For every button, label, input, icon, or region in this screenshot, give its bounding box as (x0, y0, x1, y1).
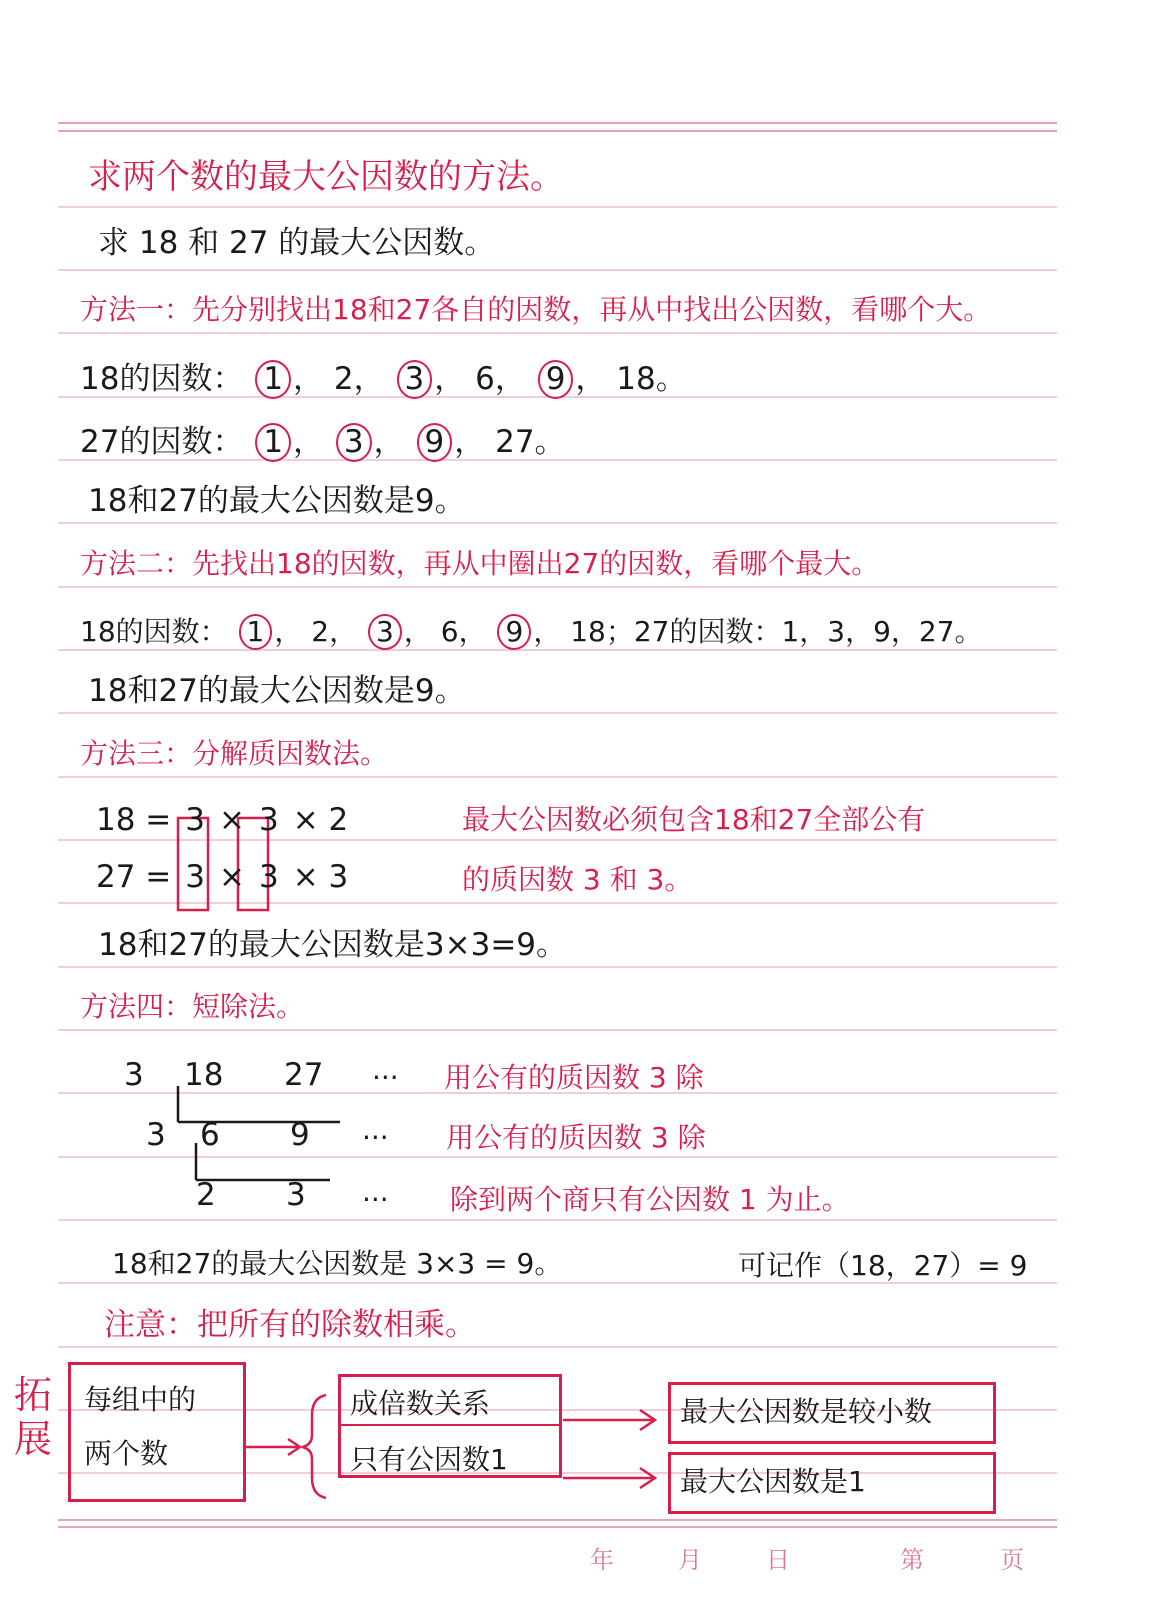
division-quotient: 2 (196, 1177, 216, 1213)
ellipsis: ··· (362, 1121, 389, 1154)
factor-label: 27的因数： (80, 424, 244, 460)
method3-eq-27 (96, 859, 349, 895)
footer-page-no: 第 (900, 1546, 924, 1574)
circled-factor: 1 (239, 614, 273, 650)
eq-left: 27 = (96, 859, 172, 895)
method3-heading: 方法三：分解质因数法。 (80, 737, 389, 770)
division-note-2: 用公有的质因数 3 除 (446, 1121, 706, 1154)
division-value: 27 (284, 1057, 324, 1093)
method1-factors-27: 27的因数： 1 ， 3 ， 9 ， 27。 (80, 424, 566, 460)
factor: 27 (495, 424, 535, 460)
method4-result: 18和27的最大公因数是 3×3 = 9。 (112, 1247, 563, 1280)
gcd-notation: 可记作（18，27）= 9 (738, 1249, 1028, 1282)
extension-result1: 最大公因数是较小数 (680, 1395, 933, 1428)
times-sign: × (219, 859, 245, 895)
attention-note: 注意：把所有的除数相乘。 (104, 1307, 476, 1343)
method1-factors-18: 18的因数： 1 ， 2， 3 ， 6， 9 ， 18。 (80, 361, 687, 397)
circled-factor: 9 (538, 360, 574, 399)
division-note-3: 除到两个商只有公因数 1 为止。 (450, 1183, 850, 1216)
extension-case1: 成倍数关系 (350, 1387, 491, 1420)
prime-factor: 3 (258, 859, 279, 895)
circled-factor: 3 (397, 360, 433, 399)
ellipsis: ··· (362, 1183, 389, 1216)
division-divisor-2: 3 (146, 1117, 166, 1153)
footer-year: 年 (590, 1546, 614, 1574)
footer-month: 月 (678, 1546, 702, 1574)
division-value: 18 (184, 1057, 224, 1093)
circled-factor: 1 (255, 423, 291, 462)
method1-heading: 方法一：先分别找出18和27各自的因数，再从中找出公因数，看哪个大。 (80, 293, 992, 326)
factor: 2 (333, 361, 354, 397)
circled-factor: 1 (255, 360, 291, 399)
extension-left-line1: 每组中的 (84, 1383, 197, 1416)
factor: 6 (440, 615, 459, 648)
eq-rest: × 3 (292, 859, 349, 895)
division-note-1: 用公有的质因数 3 除 (444, 1061, 704, 1094)
extension-label: 拓展 (14, 1373, 53, 1461)
prime-factor: 3 (185, 802, 205, 838)
prime-factor: 3 (185, 859, 205, 895)
factor: 18 (616, 361, 656, 397)
line-end: 。 (655, 361, 687, 397)
page-title: 求两个数的最大公因数的方法。 (88, 157, 564, 197)
line-end: 。 (534, 424, 566, 460)
eq-rest: × 2 (292, 802, 349, 838)
circled-factor: 3 (368, 614, 402, 650)
circled-factor: 9 (417, 423, 453, 462)
prime-factor: 3 (258, 802, 279, 838)
method2-result: 18和27的最大公因数是9。 (88, 673, 466, 709)
circled-factor: 9 (497, 614, 531, 650)
extension-case2: 只有公因数1 (350, 1443, 508, 1476)
method1-result: 18和27的最大公因数是9。 (88, 483, 466, 519)
factor-tail: ；27的因数：1，3，9，27。 (605, 615, 983, 648)
division-value: 9 (290, 1117, 310, 1153)
method3-eq-18 (96, 802, 349, 838)
factor-label: 18的因数： (80, 361, 244, 397)
factor: 6 (475, 361, 495, 397)
ellipsis: ··· (372, 1061, 399, 1094)
method2-factors: 18的因数： 1 ， 2， 3 ， 6， 9 ， 18；27的因数：1，3，9，27。 (80, 615, 983, 648)
method3-note-line1: 最大公因数必须包含18和27全部公有 (462, 803, 926, 836)
circled-factor: 3 (336, 423, 372, 462)
factor: 2 (311, 615, 330, 648)
factor: 18 (570, 615, 606, 648)
division-divisor-1: 3 (124, 1057, 144, 1093)
times-sign: × (219, 802, 245, 838)
extension-left-line2: 两个数 (84, 1437, 169, 1470)
extension-result2: 最大公因数是1 (680, 1465, 866, 1498)
method3-note-line2: 的质因数 3 和 3。 (462, 863, 693, 896)
division-quotient: 3 (286, 1177, 306, 1213)
method2-heading: 方法二：先找出18的因数，再从中圈出27的因数，看哪个最大。 (80, 547, 880, 580)
question: 求 18 和 27 的最大公因数。 (98, 225, 496, 261)
eq-left: 18 = (96, 802, 172, 838)
footer-page: 页 (1000, 1546, 1024, 1574)
factor-label: 18的因数： (80, 615, 228, 648)
method4-heading: 方法四：短除法。 (80, 990, 305, 1023)
footer-day: 日 (766, 1546, 790, 1574)
division-value: 6 (200, 1117, 220, 1153)
method3-result: 18和27的最大公因数是3×3=9。 (98, 927, 568, 963)
